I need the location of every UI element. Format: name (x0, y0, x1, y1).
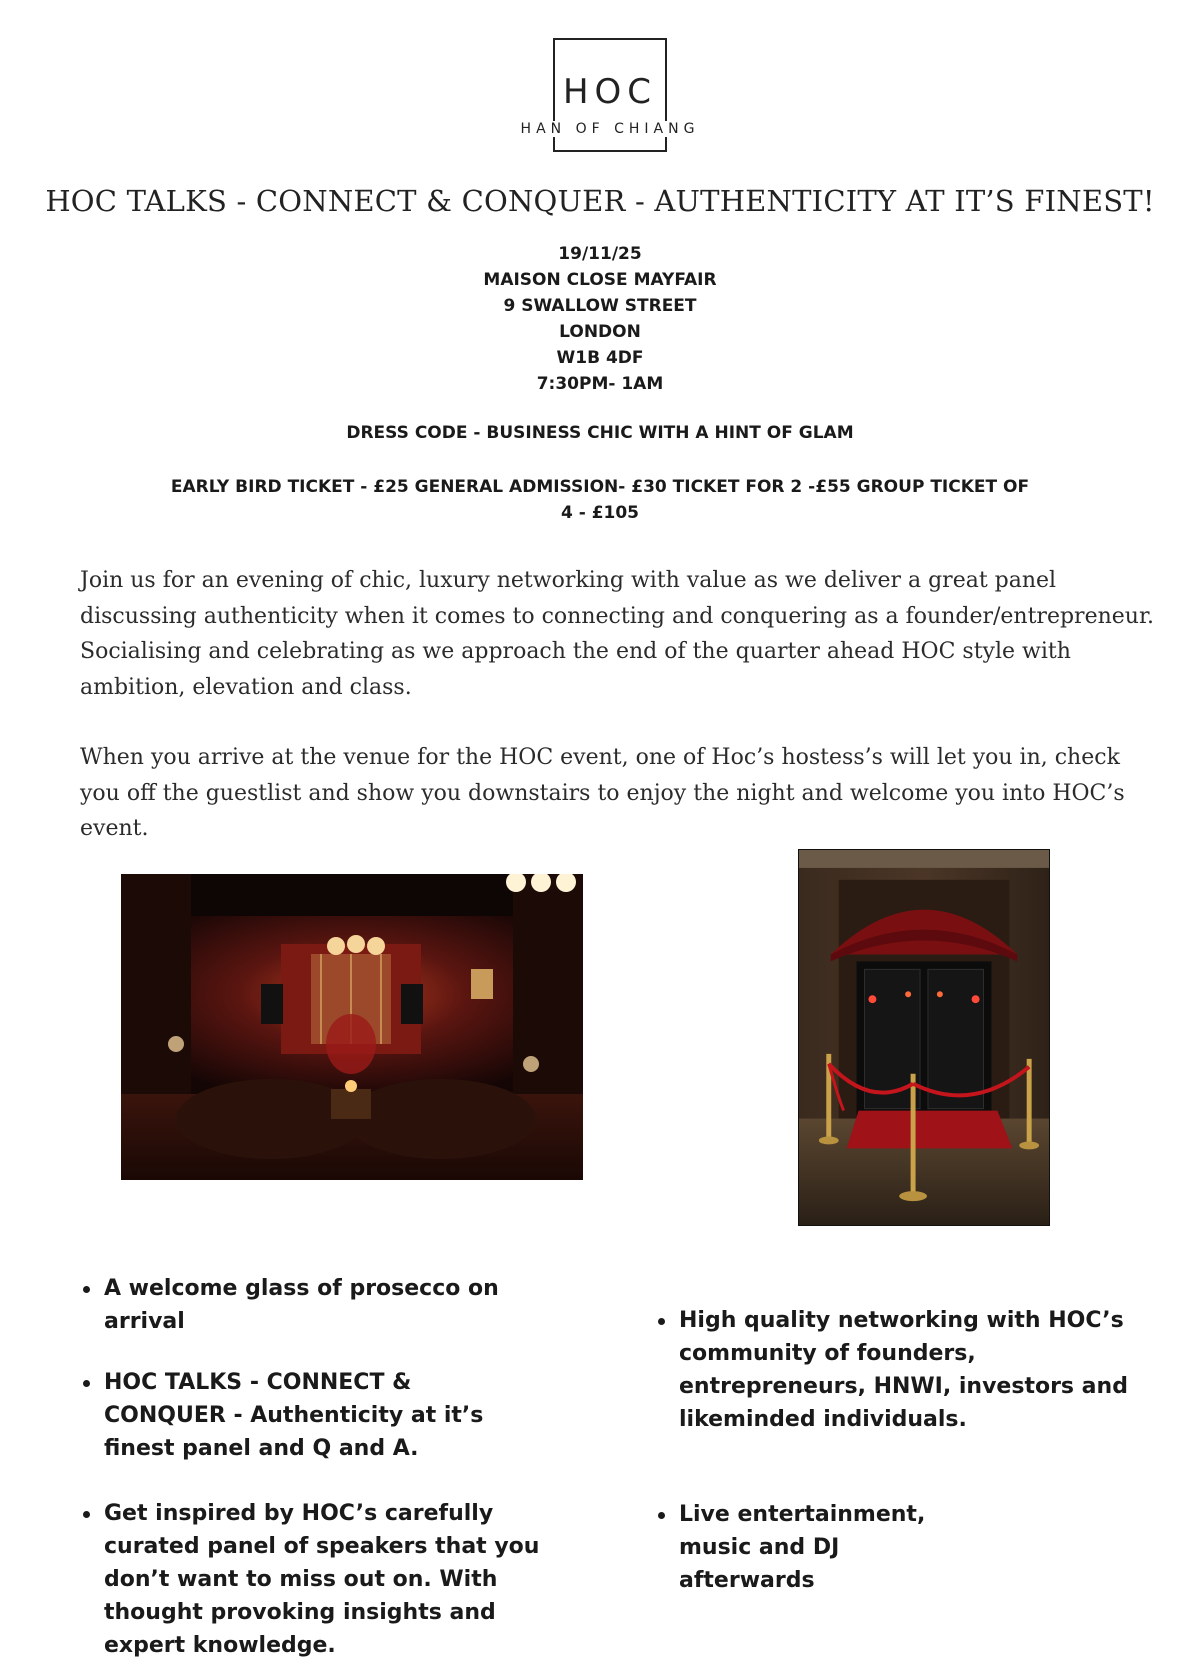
event-city: LONDON (559, 322, 641, 342)
feature-networking: High quality networking with HOC’s community of founders, entrepreneurs, HNWI, investors and likeminded individuals. (655, 1304, 1159, 1436)
lounge-interior-photo (121, 874, 583, 1180)
event-postcode: W1B 4DF (556, 348, 644, 368)
logo-subtitle: HAN OF CHIANG (518, 121, 702, 137)
event-venue: MAISON CLOSE MAYFAIR (483, 270, 717, 290)
event-title: HOC TALKS - CONNECT & CONQUER - AUTHENTICITY AT IT’S FINEST! (45, 184, 1155, 218)
event-street: 9 SWALLOW STREET (503, 296, 697, 316)
feature-entertainment: Live entertainment, music and DJ afterwards (655, 1498, 979, 1597)
logo-mark: HOC (562, 72, 658, 112)
ticket-prices: EARLY BIRD TICKET - £25 GENERAL ADMISSION- £30 TICKET FOR 2 -£55 GROUP TICKET OF 4 - £105 (170, 477, 1030, 523)
event-details (0, 241, 1200, 397)
feature-panel-talk: HOC TALKS - CONNECT & CONQUER - Authenticity at it’s finest panel and Q and A. (80, 1366, 504, 1465)
feature-speakers: Get inspired by HOC’s carefully curated panel of speakers that you don’t want to miss out on. With thought provoking insights and expert knowledge. (80, 1497, 584, 1662)
event-time: 7:30PM- 1AM (536, 374, 664, 394)
venue-entrance-photo (798, 849, 1050, 1226)
description-paragraph-1: Join us for an evening of chic, luxury networking with value as we deliver a great panel discussing authenticity when it comes to connecting and conquering as a founder/entrepreneur. Socialising and celebrating as we approach the end of the quarter ahead HOC style with ambition, elevation and class. (80, 568, 1155, 700)
event-date: 19/11/25 (558, 244, 642, 264)
description-paragraph-2: When you arrive at the venue for the HOC event, one of Hoc’s hostess’s will let you in, check you off the guestlist and show you downstairs to enjoy the night and welcome you into HOC’s event. (80, 745, 1125, 841)
dress-code: DRESS CODE - BUSINESS CHIC WITH A HINT OF GLAM (346, 423, 854, 443)
feature-prosecco: A welcome glass of prosecco on arrival (80, 1272, 584, 1338)
